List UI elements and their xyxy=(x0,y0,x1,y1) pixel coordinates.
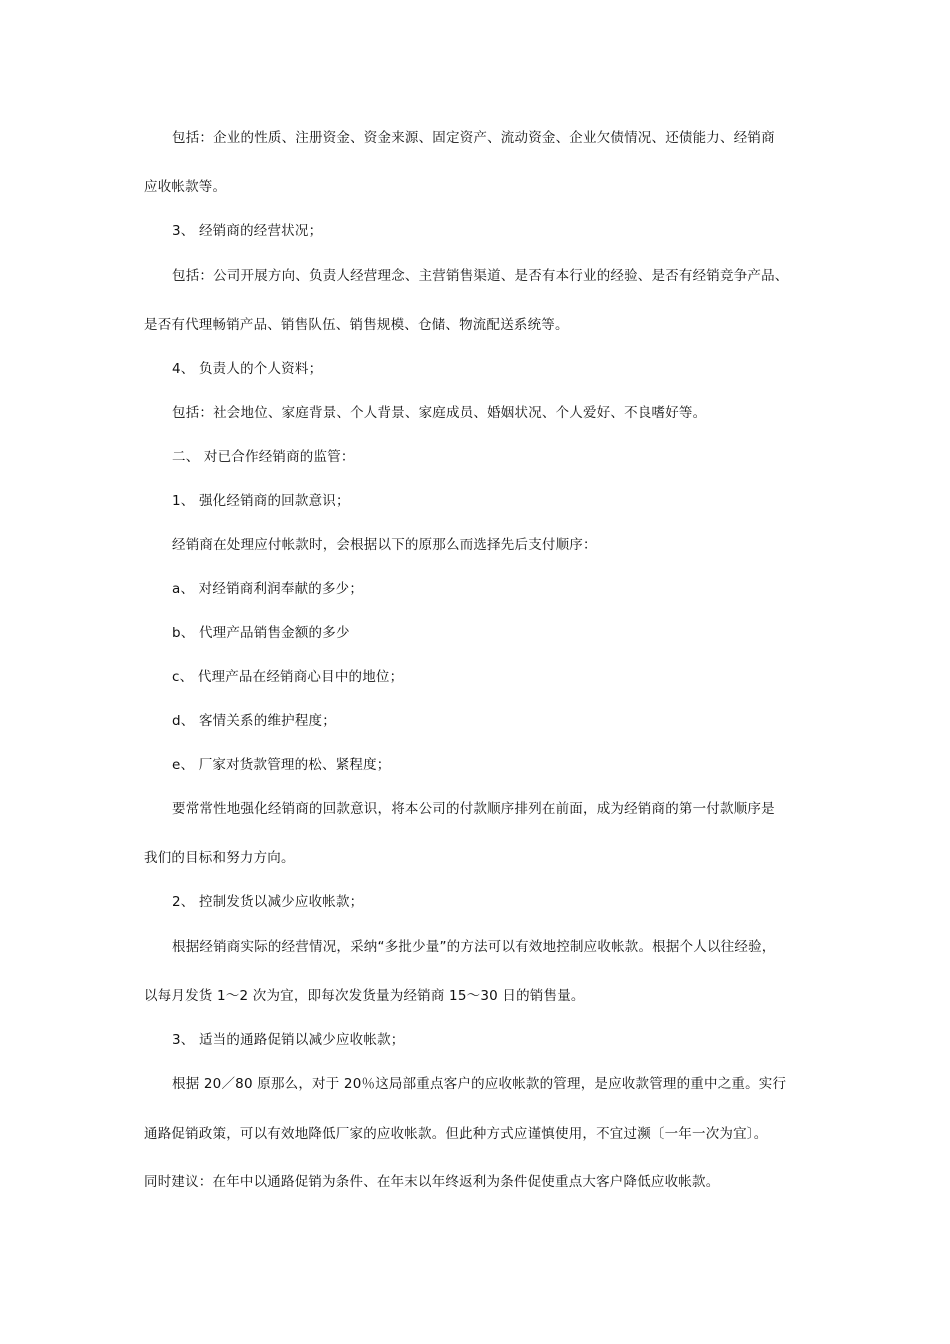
section-heading: 二、 对已合作经销商的监管： xyxy=(172,449,355,465)
section-heading: 1、 强化经销商的回款意识； xyxy=(172,493,350,509)
section-heading: 4、 负责人的个人资料； xyxy=(172,361,323,377)
section-heading: 3、 经销商的经营状况； xyxy=(172,223,323,239)
paragraph-line: 根据经销商实际的经营情况，采纳“多批少量”的方法可以有效地控制应收帐款。根据个人以往经验， xyxy=(172,939,776,955)
paragraph-line: 同时建议：在年中以通路促销为条件、在年末以年终返利为条件促使重点大客户降低应收帐款。 xyxy=(144,1174,720,1190)
list-item: e、 厂家对货款管理的松、紧程度； xyxy=(172,757,391,773)
paragraph-line: 是否有代理畅销产品、销售队伍、销售规模、仓储、物流配送系统等。 xyxy=(144,317,569,333)
paragraph-line: 应收帐款等。 xyxy=(144,179,227,195)
section-heading: 2、 控制发货以减少应收帐款； xyxy=(172,894,364,910)
list-item: a、 对经销商利润奉献的多少； xyxy=(172,581,364,597)
paragraph-line: 我们的目标和努力方向。 xyxy=(144,850,295,866)
list-item: d、 客情关系的维护程度； xyxy=(172,713,336,729)
paragraph-line: 要常常性地强化经销商的回款意识，将本公司的付款顺序排列在前面，成为经销商的第一付款顺序是 xyxy=(172,801,775,817)
paragraph-line: 包括：公司开展方向、负责人经营理念、主营销售渠道、是否有本行业的经验、是否有经销竞争产品、 xyxy=(172,268,789,284)
paragraph-line: 包括：社会地位、家庭背景、个人背景、家庭成员、婚姻状况、个人爱好、不良嗜好等。 xyxy=(172,405,707,421)
list-item: b、 代理产品销售金额的多少 xyxy=(172,625,350,641)
list-item: c、 代理产品在经销商心目中的地位； xyxy=(172,669,404,685)
section-heading: 3、 适当的通路促销以减少应收帐款； xyxy=(172,1032,405,1048)
paragraph-line: 经销商在处理应付帐款时，会根据以下的原那么而选择先后支付顺序： xyxy=(172,537,597,553)
paragraph-line: 通路促销政策，可以有效地降低厂家的应收帐款。但此种方式应谨慎使用，不宜过濒〔一年一次为宜〕。 xyxy=(144,1126,768,1142)
paragraph-line: 包括：企业的性质、注册资金、资金来源、固定资产、流动资金、企业欠债情况、还债能力、经销商 xyxy=(172,130,775,146)
paragraph-line: 以每月发货 1～2 次为宜，即每次发货量为经销商 15～30 日的销售量。 xyxy=(144,988,585,1004)
paragraph-line: 根据 20／80 原那么，对于 20％这局部重点客户的应收帐款的管理，是应收款管理的重中之重。实行 xyxy=(172,1076,787,1092)
